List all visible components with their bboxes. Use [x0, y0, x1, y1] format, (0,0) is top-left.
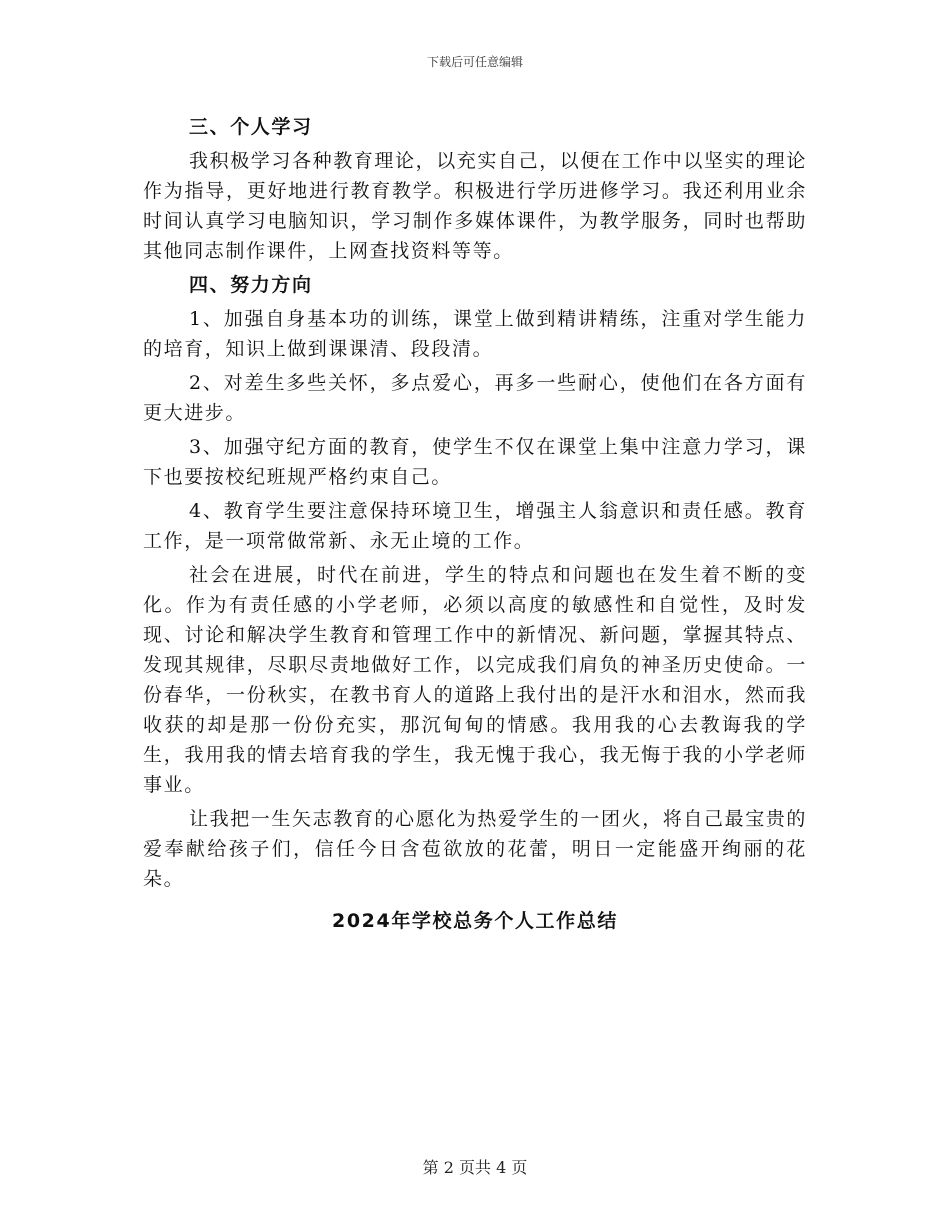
paragraph: 社会在进展，时代在前进，学生的特点和问题也在发生着不断的变化。作为有责任感的小学老师，必须以高度的敏感性和自觉性，及时发现、讨论和解决学生教育和管理工作中的新情况、新问题，掌握其特点、发现其规律，尽职尽责地做好工作，以完成我们肩负的神圣历史使命。一份春华，一份秋实，在教书育人的道路上我付出的是汗水和泪水，然而我收获的却是那一份份充实，那沉甸甸的情感。我用我的心去教诲我的学生，我用我的情去培育我的学生，我无愧于我心，我无悔于我的小学老师事业。	[143, 564, 807, 796]
section-title-personal-study: 三、个人学习	[189, 116, 313, 138]
paragraph: 4、教育学生要注意保持环境卫生，增强主人翁意识和责任感。教育工作，是一项常做常新、永无止境的工作。	[143, 500, 807, 552]
paragraph: 1、加强自身基本功的训练，课堂上做到精讲精练，注重对学生能力的培育，知识上做到课课清、段段清。	[143, 308, 807, 360]
paragraph: 我积极学习各种教育理论，以充实自己，以便在工作中以坚实的理论作为指导，更好地进行教育教学。积极进行学历进修学习。我还利用业余时间认真学习电脑知识，学习制作多媒体课件，为教学服务，同时也帮助其他同志制作课件，上网查找资料等等。	[143, 150, 808, 262]
page-number: 第 2 页共 4 页	[422, 1158, 528, 1177]
next-document-title: 2024年学校总务个人工作总结	[332, 910, 618, 932]
paragraph: 2、对差生多些关怀，多点爱心，再多一些耐心，使他们在各方面有更大进步。	[143, 372, 807, 424]
section-title-effort-direction: 四、努力方向	[189, 274, 313, 296]
paragraph: 3、加强守纪方面的教育，使学生不仅在课堂上集中注意力学习，课下也要按校纪班规严格约束自己。	[143, 436, 807, 488]
document-body	[143, 112, 807, 936]
header-note: 下载后可任意编辑	[426, 55, 523, 69]
paragraph: 让我把一生矢志教育的心愿化为热爱学生的一团火，将自己最宝贵的爱奉献给孩子们，信任今日含苞欲放的花蕾，明日一定能盛开绚丽的花朵。	[143, 808, 808, 890]
